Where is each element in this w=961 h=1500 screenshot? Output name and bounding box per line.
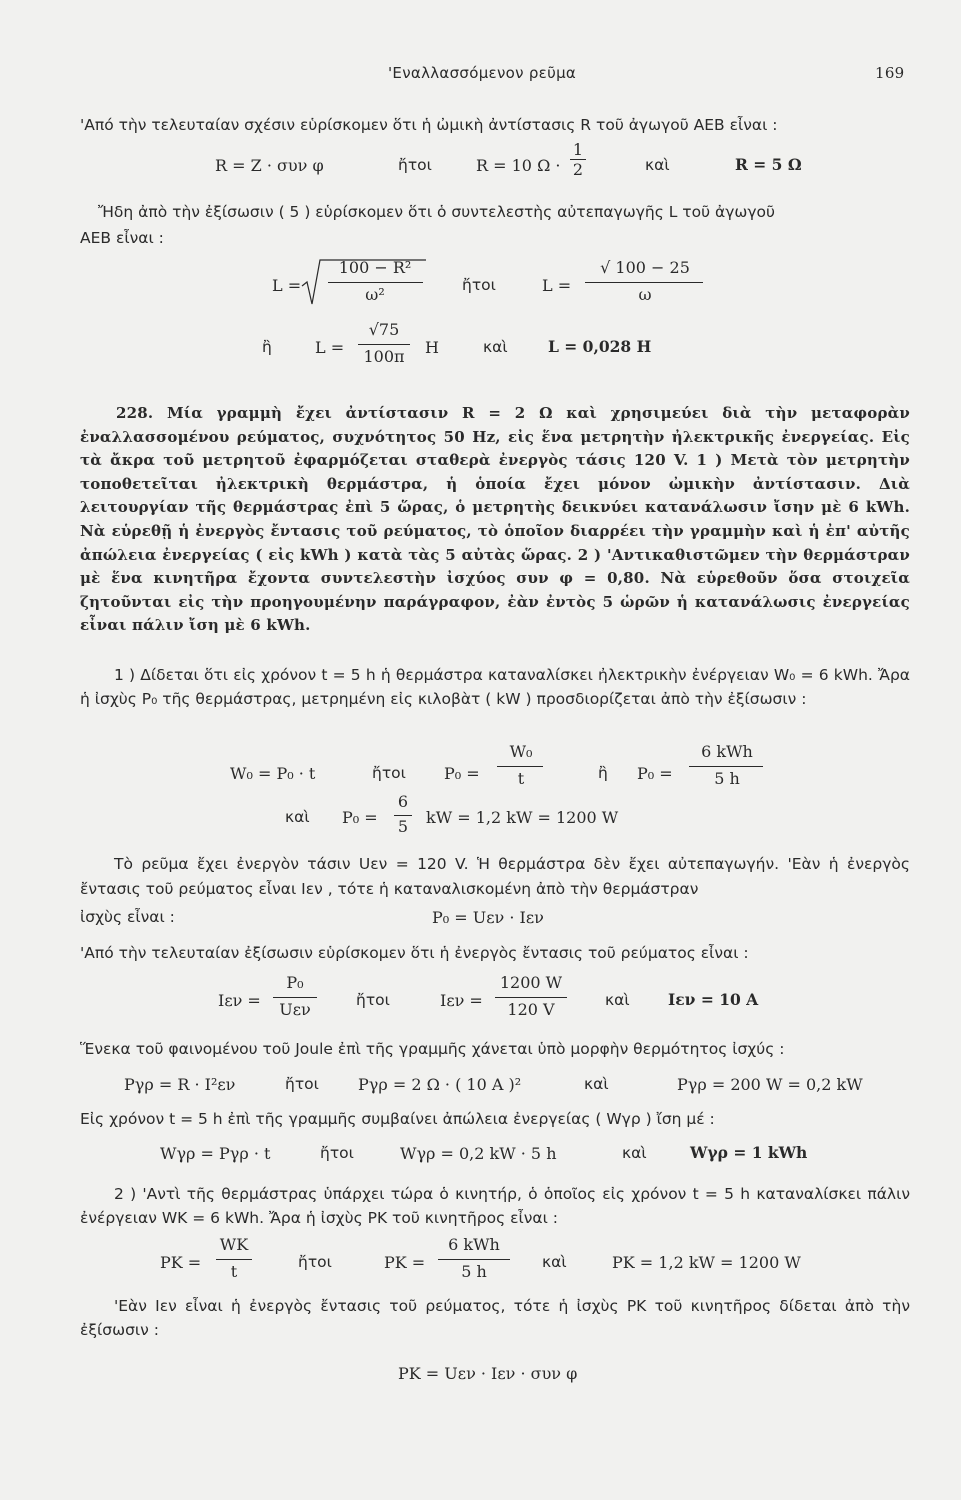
equation-l3-den: 100π [363, 347, 405, 366]
equation-i2-lhs: Iεν = [440, 991, 483, 1010]
equation-pk-lhs: PK = [160, 1253, 202, 1272]
unit-henry: H [425, 338, 439, 357]
equation-p0c-lhs: P₀ = [342, 808, 378, 827]
htoi-word: ἤτοι [356, 991, 390, 1009]
radical-denominator: ω² [365, 285, 385, 304]
equation-p0c-num: 6 [397, 792, 409, 811]
intro-line: 'Από τὴν τελευταίαν σχέσιν εὑρίσκομεν ὅτι ἡ ὠμικὴ ἀντίστασις R τοῦ ἀγωγοῦ ΑΕΒ εἶναι : [80, 116, 778, 134]
equation-p0-ui: P₀ = Uεν · Iεν [432, 908, 544, 927]
kai-word: καὶ [542, 1253, 567, 1271]
equation-l2-num: √ 100 − 25 [600, 258, 690, 277]
equation-i-den: Uεν [279, 1000, 311, 1019]
problem-228: 228. Μία γραμμὴ ἔχει ἀντίστασιν R = 2 Ω καὶ χρησιμεύει διὰ τὴν μεταφορὰν ἐναλλασσομένου ρεύματος, συχνότητος 50 Hz, εἰς ἕνα μετρητὴν ἠλεκτρικῆς ἐνεργείας. Εἰς τὰ ἄκρα τοῦ μετρητοῦ ἐφαρμόζεται σταθερὰ ἐνεργὸς τάσις 120 V. 1 ) Μετὰ τὸν μετρητὴν τοποθετεῖται ἠλεκτρικὴ θερμάστρα, ἡ ὁποία ἔχει μόνον ὠμικὴν ἀντίστασιν. Διὰ λειτουργίαν τῆς θερμάστρας ἐπὶ 5 ὥρας, ὁ μετρητὴς δεικνύει κατανάλωσιν ἴσην μὲ 6 kWh. Νὰ εὑρεθῇ ἡ ἐνεργὸς ἔντασις τοῦ ρεύματος, τὸ ὁποῖον διαρρέει τὴν γραμμὴν καὶ ἡ ἐπ' αὐτῆς ἀπώλεια ἐνεργείας ( εἰς kWh ) κατὰ τὰς 5 αὐτὰς ὥρας. 2 ) 'Αντικαθιστῶμεν τὴν θερμάστραν μὲ ἕνα κινητῆρα ἔχοντα συντελεστὴν ἰσχύος συν φ = 0,80. Νὰ εὑρεθοῦν ὅσα στοιχεῖα ζητοῦνται εἰς τὴν προηγουμένην παράγραφον, ἐὰν ἐντὸς 5 ὡρῶν ἡ κατανάλωσις ἐνεργείας εἶναι πάλιν ἴση μὲ 6 kWh. [80, 404, 910, 635]
htoi-word: ἤτοι [462, 276, 496, 294]
htoi-word: ἤτοι [372, 764, 406, 782]
radical-numerator: 100 − R² [338, 258, 412, 277]
equation-pk-num: WK [219, 1235, 249, 1254]
equation-p0c-den: 5 [397, 817, 409, 836]
htoi-word: ἤτοι [285, 1075, 319, 1093]
fraction-bar [358, 344, 410, 345]
equation-pk2-lhs: PK = [384, 1253, 426, 1272]
paragraph-line: 'Από τὴν τελευταίαν ἐξίσωσιν εὑρίσκομεν ὅτι ἡ ἐνεργὸς ἔντασις τοῦ ρεύματος εἶναι : [80, 944, 749, 962]
kai-word: καὶ [285, 808, 310, 826]
equation-l-lhs: L = [272, 276, 302, 295]
equation-p0-lhs: P₀ = [444, 764, 480, 783]
fraction-one-half: $\frac{1}{2}$ [570, 140, 586, 179]
solution-paragraph-5: 2 ) 'Αντὶ τῆς θερμάστρας ὑπάρχει τώρα ὁ κινητήρ, ὁ ὁποῖος εἰς χρόνον t = 5 h καταναλίσκει πάλιν ἐνέργειαν WK = 6 kWh. Ἄρα ἡ ἰσχὺς PK τοῦ κινητῆρος εἶναι : [80, 1185, 910, 1227]
htoi-word: ἤτοι [398, 156, 432, 174]
equation-w0: W₀ = P₀ · t [230, 764, 316, 783]
equation-l3-num: √75 [368, 320, 400, 339]
running-header: 'Εναλλασσόμενον ρεῦμα [388, 64, 577, 82]
equation-pk2-den: 5 h [461, 1262, 487, 1281]
kai-word: καὶ [483, 338, 508, 356]
kai-word: καὶ [605, 991, 630, 1009]
kai-word: καὶ [645, 156, 670, 174]
equation-wgr: Wγρ = Pγρ · t [160, 1144, 271, 1163]
fraction-bar [273, 997, 317, 998]
equation-i2-den: 120 V [507, 1000, 555, 1019]
fraction-bar [495, 997, 567, 998]
paragraph-line: Εἰς χρόνον t = 5 h ἐπὶ τῆς γραμμῆς συμβαίνει ἀπώλεια ἐνεργείας ( Wγρ ) ἴση μέ : [80, 1110, 715, 1128]
equation-p0-num: W₀ [509, 742, 533, 761]
equation-pgr-value: Pγρ = 2 Ω · ( 10 A )² [358, 1075, 522, 1094]
result-r: R = 5 Ω [735, 155, 802, 174]
paragraph-line: Ἤδη ἀπὸ τὴν ἐξίσωσιν ( 5 ) εὑρίσκομεν ὅτι ὁ συντελεστὴς αὐτεπαγωγῆς L τοῦ ἀγωγοῦ [98, 203, 776, 221]
equation-l3-lhs: L = [315, 338, 345, 357]
solution-paragraph-6: 'Εὰν Iεν εἶναι ἡ ἐνεργὸς ἔντασις τοῦ ρεύματος, τότε ἡ ἰσχὺς PK τοῦ κινητῆρος δίδεται ἀπὸ τὴν ἐξίσωσιν : [80, 1297, 910, 1339]
label-power: ἰσχὺς εἶναι : [80, 908, 175, 926]
solution-paragraph-2: Τὸ ρεῦμα ἔχει ἐνεργὸν τάσιν Uεν = 120 V. Ἡ θερμάστρα δὲν ἔχει αὐτεπαγωγήν. 'Εὰν ἡ ἐνεργὸς ἔντασις τοῦ ρεύματος εἶναι Iεν , τότε ἡ καταναλισκομένη ἀπὸ τὴν θερμάστραν [80, 855, 910, 898]
result-wgr: Wγρ = 1 kWh [690, 1143, 808, 1162]
result-l: L = 0,028 H [548, 337, 652, 356]
equation-pk2-num: 6 kWh [448, 1235, 500, 1254]
equation-p0c-rhs: kW = 1,2 kW = 1200 W [426, 808, 619, 827]
htoi-word: ἤτοι [320, 1144, 354, 1162]
kai-word: καὶ [584, 1075, 609, 1093]
equation-wgr-value: Wγρ = 0,2 kW · 5 h [400, 1144, 557, 1163]
equation-p0b-lhs: P₀ = [637, 764, 673, 783]
or-word: ἢ [262, 338, 272, 356]
equation-r-z: R = Z · συν φ [215, 156, 324, 175]
equation-pk-ui: PK = Uεν · Iεν · συν φ [398, 1364, 578, 1383]
equation-pk-den: t [230, 1262, 238, 1281]
fraction-bar [497, 766, 543, 767]
kai-word: καὶ [622, 1144, 647, 1162]
equation-i-lhs: Iεν = [218, 991, 261, 1010]
solution-paragraph-1: 1 ) Δίδεται ὅτι εἰς χρόνον t = 5 h ἡ θερμάστρα καταναλίσκει ἠλεκτρικὴν ἐνέργειαν W₀ = 6 kWh. Ἄρα ἡ ἰσχὺς P₀ τῆς θερμάστρας, μετρημένη εἰς κιλοβὰτ ( kW ) προσδιορίζεται ἀπὸ τὴν ἐξίσωσιν : [80, 666, 910, 708]
fraction-bar [328, 282, 423, 283]
fraction-bar [689, 766, 763, 767]
paragraph-line: Ἕνεκα τοῦ φαινομένου τοῦ Joule ἐπὶ τῆς γραμμῆς χάνεται ὑπὸ μορφὴν θερμότητος ἰσχύς : [80, 1040, 785, 1058]
page-number: 169 [875, 64, 905, 82]
equation-i2-num: 1200 W [499, 973, 563, 992]
result-i: Iεν = 10 A [668, 990, 759, 1009]
result-pgr: Pγρ = 200 W = 0,2 kW [677, 1075, 863, 1094]
equation-p0-den: t [517, 769, 525, 788]
paragraph-line: ΑΕΒ εἶναι : [80, 229, 164, 247]
equation-pgr: Pγρ = R · I²εν [124, 1075, 236, 1094]
or-word: ἢ [598, 764, 608, 782]
fraction-bar [438, 1259, 510, 1260]
equation-p0b-num: 6 kWh [701, 742, 753, 761]
htoi-word: ἤτοι [298, 1253, 332, 1271]
equation-p0b-den: 5 h [714, 769, 740, 788]
equation-l2-lhs: L = [542, 276, 572, 295]
fraction-bar [216, 1259, 252, 1260]
fraction-bar [585, 282, 703, 283]
fraction-bar [394, 815, 412, 816]
equation-i-num: P₀ [286, 973, 304, 992]
result-pk: PK = 1,2 kW = 1200 W [612, 1253, 801, 1272]
equation-r-value: R = 10 Ω · [476, 156, 561, 175]
equation-l2-den: ω [638, 285, 652, 304]
